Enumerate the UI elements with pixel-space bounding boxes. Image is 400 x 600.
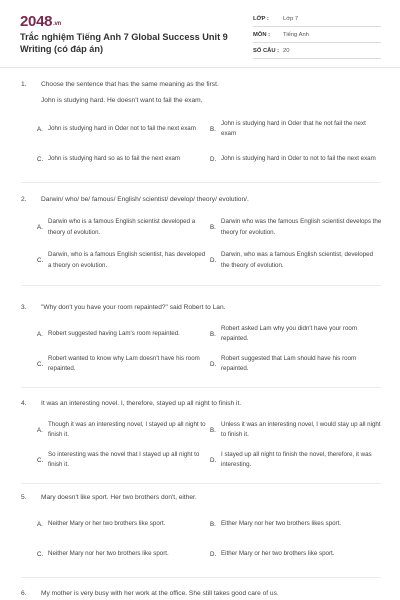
option-letter: B. <box>210 224 216 231</box>
option-letter: C. <box>37 550 44 558</box>
question-text: Mary doesn't like sport. Her two brothers don't, either. <box>41 494 197 501</box>
logo-text: 2048 <box>20 13 53 30</box>
option-text: Darwin, who is a famous English scientist, has developed a theory on evolution. <box>48 251 206 269</box>
option-text: I stayed up all night to finish the novel, therefore, it was interesting. <box>221 450 372 468</box>
header-divider <box>0 67 400 68</box>
option-c[interactable] <box>37 445 210 475</box>
meta-value: Tiếng Anh <box>283 31 309 38</box>
meta-key: SỐ CÂU : <box>253 47 280 54</box>
option-c[interactable] <box>37 144 210 174</box>
question-text: Darwin/ who/ be/ famous/ English/ scientist/ develop/ theory/ evolution/. <box>41 196 249 203</box>
option-letter: B. <box>210 520 216 528</box>
option-letter: A. <box>37 330 43 338</box>
question-divider <box>21 285 381 286</box>
option-b[interactable] <box>210 114 382 144</box>
question-1 <box>21 81 381 183</box>
option-text: John is studying hard in Oder to not to fail the next exam <box>221 154 376 162</box>
question-divider <box>21 182 381 183</box>
meta-table <box>253 11 381 59</box>
option-text: Robert suggested having Lam's room repainted. <box>48 329 180 337</box>
option-letter: D. <box>210 155 217 163</box>
option-letter: C. <box>37 257 44 264</box>
option-text: John is studying hard in Oder not to fail the next exam <box>48 124 196 132</box>
option-text: Darwin who is a famous English scientist developed a theory of evolution. <box>48 218 196 236</box>
question-stem: John is studying hard. He doesn't want to fail the exam. <box>41 97 203 104</box>
option-a[interactable] <box>37 415 210 445</box>
option-a[interactable] <box>37 211 210 244</box>
option-letter: A. <box>37 224 43 231</box>
option-letter: B. <box>210 330 216 338</box>
option-letter: A. <box>37 125 43 133</box>
question-divider <box>21 483 381 484</box>
question-text: Choose the sentence that has the same meaning as the first. <box>41 81 219 88</box>
option-text: Either Mary or her two brothers like sport. <box>221 549 335 557</box>
option-letter: D. <box>210 550 217 558</box>
option-letter: D. <box>210 360 217 368</box>
option-letter: C. <box>37 456 44 464</box>
options-grid <box>37 415 381 475</box>
option-text: Robert asked Lam why you didn't have your room repainted. <box>221 324 358 342</box>
option-b[interactable] <box>210 415 382 445</box>
question-text: "Why don't you have your room repainted?" said Robert to Lan. <box>41 304 226 311</box>
option-c[interactable] <box>37 539 210 569</box>
option-text: Darwin who was the famous English scientist develops the theory for evolution. <box>221 218 382 236</box>
option-d[interactable] <box>210 349 382 379</box>
options-grid <box>37 211 381 277</box>
option-d[interactable] <box>210 144 382 174</box>
option-letter: A. <box>37 520 43 528</box>
question-number: 6. <box>21 590 27 597</box>
option-text: Neither Mary nor her two brothers like sport. <box>48 549 169 557</box>
question-2 <box>21 196 381 286</box>
question-divider <box>21 387 381 388</box>
option-letter: D. <box>210 456 217 464</box>
options-grid <box>37 319 381 379</box>
question-6 <box>21 590 381 597</box>
option-text: Robert suggested that Lam should have his room repainted. <box>221 354 357 372</box>
option-letter: A. <box>37 426 43 434</box>
meta-row-count <box>253 43 381 59</box>
option-text: John is studying hard in Oder that he not fail the next exam <box>221 119 366 137</box>
option-letter: B. <box>210 125 216 133</box>
option-text: So interesting was the novel that I stayed up all night to finish it. <box>48 450 200 468</box>
option-text: Robert wanted to know why Lam doesn't have his room repainted. <box>48 354 200 372</box>
option-c[interactable] <box>37 244 210 277</box>
option-c[interactable] <box>37 349 210 379</box>
option-text: John is studying hard so as to fail the next exam <box>48 154 181 162</box>
question-text: My mother is very busy with her work at the office. She still takes good care of us. <box>41 590 279 597</box>
option-d[interactable] <box>210 539 382 569</box>
site-logo[interactable] <box>20 13 61 30</box>
meta-key: MÔN : <box>253 31 271 38</box>
question-number: 5. <box>21 494 27 501</box>
option-text: Though it was an interesting novel, I stayed up all night to finish it. <box>48 420 206 438</box>
question-number: 4. <box>21 400 27 407</box>
option-d[interactable] <box>210 445 382 475</box>
meta-value: 20 <box>283 47 290 54</box>
option-letter: D. <box>210 257 217 264</box>
option-letter: C. <box>37 360 44 368</box>
option-text: Darwin, who was a famous English scientist, developed the theory of evolution. <box>221 251 374 269</box>
option-b[interactable] <box>210 319 382 349</box>
logo-suffix: .vn <box>53 21 61 27</box>
question-4 <box>21 400 381 484</box>
question-3 <box>21 304 381 388</box>
option-letter: C. <box>37 155 44 163</box>
question-5 <box>21 494 381 578</box>
meta-value: Lớp 7 <box>283 15 299 22</box>
meta-key: LỚP : <box>253 15 269 22</box>
option-a[interactable] <box>37 509 210 539</box>
option-text: Unless it was an interesting novel, I would stay up all night to finish it. <box>221 420 381 438</box>
option-b[interactable] <box>210 509 382 539</box>
option-text: Either Mary nor her two brothers likes sport. <box>221 519 342 527</box>
meta-row-class <box>253 11 381 27</box>
option-a[interactable] <box>37 114 210 144</box>
question-divider <box>21 577 381 578</box>
question-number: 1. <box>21 81 27 88</box>
option-b[interactable] <box>210 211 382 244</box>
page-title: Trắc nghiệm Tiếng Anh 7 Global Success Unit 9 Writing (có đáp án) <box>20 32 228 54</box>
options-grid <box>37 114 381 174</box>
option-a[interactable] <box>37 319 210 349</box>
meta-row-subject <box>253 27 381 43</box>
question-text: It was an interesting novel. I, therefore, stayed up all night to finish it. <box>41 400 242 407</box>
option-d[interactable] <box>210 244 382 277</box>
options-grid <box>37 509 381 569</box>
option-letter: B. <box>210 426 216 434</box>
option-text: Neither Mary or her two brothers like sport. <box>48 519 166 527</box>
question-number: 3. <box>21 304 27 311</box>
question-number: 2. <box>21 196 27 203</box>
